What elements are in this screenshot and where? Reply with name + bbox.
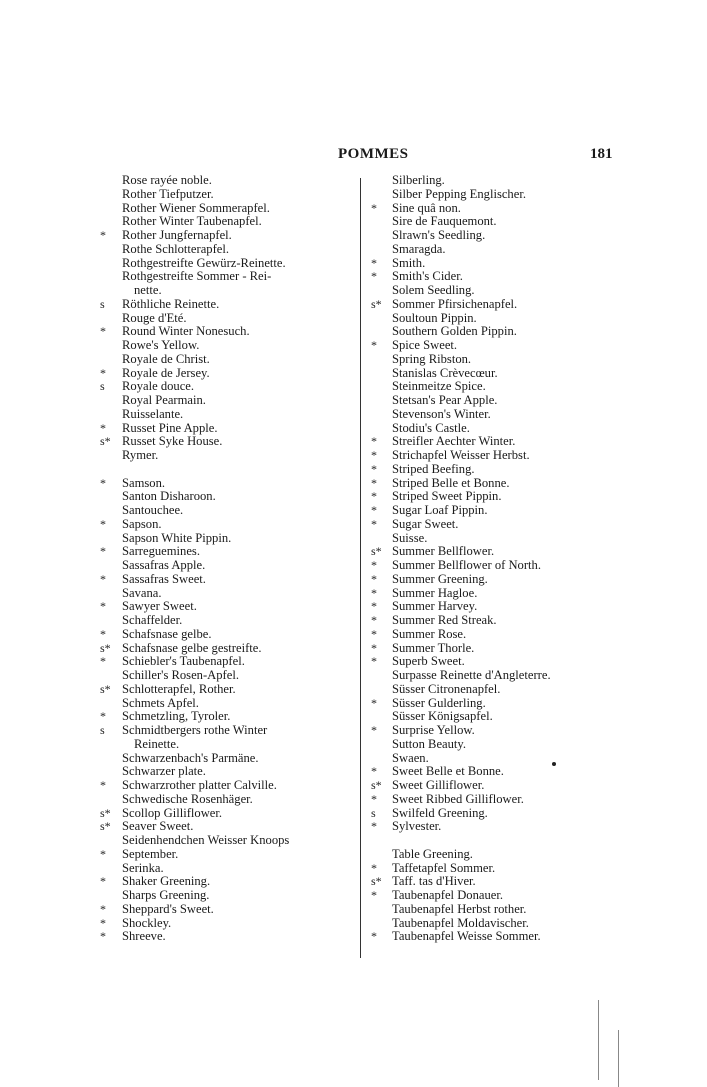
index-entry bbox=[100, 862, 350, 876]
entry-mark: * bbox=[371, 819, 377, 834]
gutter-line bbox=[618, 1030, 619, 1087]
index-entry bbox=[371, 834, 631, 848]
entry-text: Schwarzenbach's Parmäne. bbox=[122, 750, 259, 765]
index-entry bbox=[371, 600, 631, 614]
entry-text: September. bbox=[122, 846, 179, 861]
entry-text: Sassafras Apple. bbox=[122, 558, 206, 572]
entry-text: Schwarzrother platter Calville. bbox=[122, 778, 277, 792]
entry-text: Schmetzling, Tyroler. bbox=[122, 709, 231, 724]
entry-text: Swaen. bbox=[392, 750, 429, 765]
index-entry bbox=[371, 545, 631, 559]
entry-text: Royale douce. bbox=[122, 379, 195, 394]
index-entry bbox=[371, 917, 631, 931]
entry-text: Reinette. bbox=[134, 736, 180, 751]
entry-text: Royale de Jersey. bbox=[122, 365, 210, 380]
index-entry bbox=[100, 202, 350, 216]
entry-mark: * bbox=[100, 571, 106, 586]
index-entry bbox=[371, 793, 631, 807]
right-column bbox=[371, 174, 631, 944]
entry-text: nette. bbox=[134, 283, 162, 297]
entry-text: Rothgestreifte Sommer - Rei- bbox=[122, 269, 272, 284]
entry-text: Süsser Königsapfel. bbox=[392, 709, 493, 724]
entry-text: Smith. bbox=[392, 255, 426, 270]
index-entry bbox=[371, 642, 631, 656]
index-entry bbox=[100, 215, 350, 229]
entry-text: Ruisselante. bbox=[122, 406, 184, 421]
entry-text: Rowe's Yellow. bbox=[122, 338, 200, 352]
entry-text: Spice Sweet. bbox=[392, 338, 458, 352]
index-entry bbox=[100, 765, 350, 779]
entry-mark: * bbox=[100, 544, 106, 559]
entry-text: Surpasse Reinette d'Angleterre. bbox=[392, 668, 551, 682]
index-entry bbox=[371, 188, 631, 202]
entry-text: Spring Ribston. bbox=[392, 351, 472, 366]
index-entry bbox=[371, 559, 631, 573]
entry-mark: * bbox=[100, 599, 106, 614]
entry-text: Schmidtbergers rothe Winter bbox=[122, 723, 268, 737]
index-entry bbox=[100, 587, 350, 601]
index-entry bbox=[371, 298, 631, 312]
index-entry bbox=[371, 449, 631, 463]
index-entry bbox=[100, 614, 350, 628]
entry-mark: * bbox=[371, 558, 377, 572]
entry-mark: s* bbox=[371, 296, 382, 311]
index-entry bbox=[371, 490, 631, 504]
index-entry bbox=[100, 752, 350, 766]
entry-text: Schwarzer plate. bbox=[122, 764, 206, 779]
index-entry bbox=[371, 655, 631, 669]
entry-mark: s* bbox=[100, 640, 111, 655]
entry-text: Summer Thorle. bbox=[392, 640, 475, 655]
entry-text: Schmets Apfel. bbox=[122, 695, 199, 710]
entry-text: Sharps Greening. bbox=[122, 888, 210, 902]
index-entry bbox=[100, 559, 350, 573]
index-entry bbox=[371, 669, 631, 683]
entry-text: Royale de Christ. bbox=[122, 351, 210, 366]
entry-text: Schlotterapfel, Rother. bbox=[122, 681, 236, 696]
index-entry bbox=[100, 532, 350, 546]
entry-mark: * bbox=[100, 324, 106, 339]
entry-text: Schafsnase gelbe. bbox=[122, 626, 212, 641]
entry-mark: * bbox=[371, 571, 377, 586]
entry-mark: * bbox=[100, 778, 106, 792]
entry-text: Royal Pearmain. bbox=[122, 393, 206, 407]
index-entry bbox=[371, 862, 631, 876]
entry-mark: * bbox=[100, 846, 106, 861]
index-entry bbox=[371, 710, 631, 724]
index-entry bbox=[100, 655, 350, 669]
entry-text: Schiller's Rosen-Apfel. bbox=[122, 668, 239, 682]
index-entry bbox=[371, 504, 631, 518]
entry-text: Taffetapfel Sommer. bbox=[392, 860, 496, 875]
index-entry bbox=[100, 229, 350, 243]
index-entry bbox=[100, 380, 350, 394]
entry-mark: * bbox=[371, 599, 377, 614]
entry-mark: * bbox=[371, 585, 377, 600]
index-entry bbox=[371, 422, 631, 436]
index-entry bbox=[371, 243, 631, 257]
index-entry bbox=[371, 930, 631, 944]
entry-mark: * bbox=[100, 929, 106, 944]
index-entry bbox=[100, 284, 350, 298]
index-entry bbox=[371, 312, 631, 326]
index-entry bbox=[371, 848, 631, 862]
entry-mark: s bbox=[100, 296, 105, 311]
entry-mark: s* bbox=[371, 874, 382, 889]
index-entry bbox=[100, 339, 350, 353]
index-entry bbox=[371, 174, 631, 188]
entry-mark: * bbox=[371, 338, 377, 352]
entry-text: Taubenapfel Weisse Sommer. bbox=[392, 929, 541, 944]
entry-text: Seidenhendchen Weisser Knoops bbox=[122, 833, 290, 847]
index-entry bbox=[100, 353, 350, 367]
index-entry bbox=[371, 202, 631, 216]
entry-text: Table Greening. bbox=[392, 846, 473, 861]
entry-mark: * bbox=[371, 516, 377, 531]
entry-text: Steinmeitze Spice. bbox=[392, 379, 486, 394]
entry-text: Sapson White Pippin. bbox=[122, 530, 232, 545]
entry-mark: * bbox=[371, 626, 377, 641]
index-entry bbox=[100, 875, 350, 889]
entry-text: Santon Disharoon. bbox=[122, 489, 216, 504]
entry-text: Striped Beefing. bbox=[392, 461, 475, 476]
index-entry bbox=[100, 490, 350, 504]
index-entry bbox=[371, 380, 631, 394]
index-entry bbox=[371, 532, 631, 546]
entry-text: Sweet Gilliflower. bbox=[392, 778, 485, 792]
entry-text: Soultoun Pippin. bbox=[392, 310, 477, 325]
index-entry bbox=[100, 779, 350, 793]
index-entry bbox=[100, 930, 350, 944]
entry-text: Sassafras Sweet. bbox=[122, 571, 206, 586]
entry-text: Samson. bbox=[122, 475, 166, 490]
entry-mark: * bbox=[371, 489, 377, 504]
entry-text: Silberling. bbox=[392, 173, 445, 187]
index-entry bbox=[371, 779, 631, 793]
entry-text: Stetsan's Pear Apple. bbox=[392, 393, 498, 407]
entry-text: Summer Rose. bbox=[392, 626, 467, 641]
entry-text: Stodiu's Castle. bbox=[392, 420, 470, 435]
entry-text: Rose rayée noble. bbox=[122, 173, 212, 187]
entry-text: Superb Sweet. bbox=[392, 654, 465, 669]
index-entry bbox=[371, 724, 631, 738]
index-entry bbox=[371, 477, 631, 491]
entry-text: Rother Wiener Sommerapfel. bbox=[122, 200, 270, 215]
index-entry bbox=[371, 435, 631, 449]
entry-text: Russet Syke House. bbox=[122, 434, 223, 449]
entry-mark: * bbox=[371, 929, 377, 944]
index-entry bbox=[371, 875, 631, 889]
index-entry bbox=[371, 408, 631, 422]
index-entry bbox=[100, 435, 350, 449]
index-entry bbox=[371, 807, 631, 821]
entry-text: Rother Winter Taubenapfel. bbox=[122, 214, 262, 229]
entry-text: Sylvester. bbox=[392, 819, 442, 834]
index-entry bbox=[371, 257, 631, 271]
entry-mark: * bbox=[371, 640, 377, 655]
index-entry bbox=[100, 600, 350, 614]
entry-text: Southern Golden Pippin. bbox=[392, 324, 517, 339]
index-entry bbox=[100, 738, 350, 752]
entry-mark: * bbox=[371, 764, 377, 779]
index-entry bbox=[371, 229, 631, 243]
entry-text: Sawyer Sweet. bbox=[122, 599, 197, 614]
index-entry bbox=[100, 188, 350, 202]
index-entry bbox=[100, 889, 350, 903]
index-entry bbox=[100, 697, 350, 711]
entry-text: Süsser Gulderling. bbox=[392, 695, 486, 710]
entry-text: Schiebler's Taubenapfel. bbox=[122, 654, 245, 669]
entry-mark: s bbox=[100, 379, 105, 394]
index-entry bbox=[371, 339, 631, 353]
entry-text: Smaragda. bbox=[392, 241, 446, 256]
index-entry bbox=[100, 367, 350, 381]
index-entry bbox=[371, 765, 631, 779]
entry-mark: * bbox=[371, 434, 377, 449]
index-entry bbox=[100, 504, 350, 518]
entry-text: Sire de Fauquemont. bbox=[392, 214, 497, 229]
entry-text: Shreeve. bbox=[122, 929, 166, 944]
entry-text: Taff. tas d'Hiver. bbox=[392, 874, 476, 889]
index-entry bbox=[371, 683, 631, 697]
entry-text: Sweet Belle et Bonne. bbox=[392, 764, 504, 779]
index-entry bbox=[100, 917, 350, 931]
entry-text: Schwedische Rosenhäger. bbox=[122, 791, 253, 806]
left-column bbox=[100, 174, 350, 944]
entry-text: Schafsnase gelbe gestreifte. bbox=[122, 640, 262, 655]
index-entry bbox=[371, 394, 631, 408]
entry-text: Röthliche Reinette. bbox=[122, 296, 220, 311]
index-entry bbox=[371, 628, 631, 642]
entry-text: Sarreguemines. bbox=[122, 544, 200, 559]
index-entry bbox=[371, 270, 631, 284]
index-entry bbox=[100, 257, 350, 271]
page-number: 181 bbox=[590, 146, 613, 162]
index-entry bbox=[371, 215, 631, 229]
column-divider bbox=[360, 178, 361, 958]
gutter-line bbox=[598, 1000, 599, 1080]
entry-text: Summer Red Streak. bbox=[392, 613, 497, 627]
entry-mark: * bbox=[100, 626, 106, 641]
entry-mark: * bbox=[371, 461, 377, 476]
entry-text: Summer Harvey. bbox=[392, 599, 478, 614]
entry-text: Summer Bellflower. bbox=[392, 544, 495, 559]
entry-text: Sutton Beauty. bbox=[392, 736, 467, 751]
entry-text: Smith's Cider. bbox=[392, 269, 463, 284]
entry-mark: * bbox=[371, 475, 377, 490]
index-entry bbox=[100, 243, 350, 257]
entry-text: Round Winter Nonesuch. bbox=[122, 324, 250, 339]
index-entry bbox=[371, 573, 631, 587]
entry-text: Sheppard's Sweet. bbox=[122, 901, 214, 916]
index-entry bbox=[100, 394, 350, 408]
entry-mark: * bbox=[100, 901, 106, 916]
index-entry bbox=[100, 298, 350, 312]
entry-text: Striped Sweet Pippin. bbox=[392, 489, 502, 504]
entry-mark: * bbox=[371, 860, 377, 875]
index-entry bbox=[100, 422, 350, 436]
entry-text: Sugar Sweet. bbox=[392, 516, 459, 531]
index-entry bbox=[371, 889, 631, 903]
entry-mark: * bbox=[100, 475, 106, 490]
entry-text: Summer Bellflower of North. bbox=[392, 558, 541, 572]
entry-mark: * bbox=[371, 791, 377, 806]
index-entry bbox=[100, 628, 350, 642]
index-entry bbox=[371, 367, 631, 381]
index-entry bbox=[100, 683, 350, 697]
entry-mark: s* bbox=[100, 681, 111, 696]
entry-text: Solem Seedling. bbox=[392, 283, 475, 297]
entry-mark: * bbox=[100, 365, 106, 380]
entry-text: Savana. bbox=[122, 585, 162, 600]
entry-mark: * bbox=[371, 448, 377, 462]
entry-text: Serinka. bbox=[122, 860, 164, 875]
entry-text: Silber Pepping Englischer. bbox=[392, 186, 526, 201]
entry-text: Slrawn's Seedling. bbox=[392, 228, 486, 242]
entry-mark: * bbox=[371, 613, 377, 627]
entry-mark: * bbox=[100, 654, 106, 669]
index-entry bbox=[100, 724, 350, 738]
entry-text: Santouchee. bbox=[122, 503, 184, 517]
index-entry bbox=[100, 174, 350, 188]
entry-text: Rothe Schlotterapfel. bbox=[122, 241, 230, 256]
index-entry bbox=[100, 408, 350, 422]
index-entry bbox=[100, 518, 350, 532]
entry-text: Shockley. bbox=[122, 915, 172, 930]
entry-text: Strichapfel Weisser Herbst. bbox=[392, 448, 530, 462]
entry-text: Rother Jungfernapfel. bbox=[122, 228, 232, 242]
entry-mark: * bbox=[100, 874, 106, 889]
index-entry bbox=[371, 697, 631, 711]
entry-mark: * bbox=[371, 503, 377, 517]
entry-text: Süsser Citronenapfel. bbox=[392, 681, 501, 696]
entry-mark: s* bbox=[371, 778, 382, 792]
entry-text: Stanislas Crèvecœur. bbox=[392, 365, 498, 380]
entry-text: Sugar Loaf Pippin. bbox=[392, 503, 488, 517]
entry-text: Russet Pine Apple. bbox=[122, 420, 218, 435]
index-entry bbox=[371, 820, 631, 834]
entry-text: Swilfeld Greening. bbox=[392, 805, 488, 820]
index-entry bbox=[371, 738, 631, 752]
index-entry bbox=[100, 477, 350, 491]
index-entry bbox=[100, 848, 350, 862]
entry-text: Taubenapfel Herbst rother. bbox=[392, 901, 527, 916]
index-entry bbox=[371, 325, 631, 339]
running-head: POMMES bbox=[338, 146, 409, 162]
index-entry bbox=[100, 312, 350, 326]
entry-text: Rymer. bbox=[122, 448, 159, 462]
index-entry bbox=[371, 587, 631, 601]
entry-mark: * bbox=[371, 200, 377, 215]
entry-mark: s bbox=[100, 723, 105, 737]
entry-text: Scollop Gilliflower. bbox=[122, 805, 223, 820]
entry-text: Sine quâ non. bbox=[392, 200, 461, 215]
entry-text: Stevenson's Winter. bbox=[392, 406, 491, 421]
index-entry bbox=[100, 325, 350, 339]
entry-text: Summer Hagloe. bbox=[392, 585, 478, 600]
entry-text: Taubenapfel Moldavischer. bbox=[392, 915, 529, 930]
index-entry bbox=[100, 463, 350, 477]
index-entry bbox=[100, 449, 350, 463]
index-entry bbox=[371, 463, 631, 477]
index-entry bbox=[371, 614, 631, 628]
index-entry bbox=[100, 793, 350, 807]
index-entry bbox=[371, 518, 631, 532]
index-entry bbox=[371, 353, 631, 367]
entry-mark: * bbox=[371, 723, 377, 737]
entry-mark: s bbox=[371, 805, 376, 820]
entry-mark: s* bbox=[371, 544, 382, 559]
entry-text: Striped Belle et Bonne. bbox=[392, 475, 510, 490]
entry-text: Seaver Sweet. bbox=[122, 819, 194, 834]
entry-mark: * bbox=[100, 420, 106, 435]
entry-mark: s* bbox=[100, 819, 111, 834]
index-entry bbox=[100, 669, 350, 683]
index-entry bbox=[100, 820, 350, 834]
index-entry bbox=[371, 284, 631, 298]
entry-mark: * bbox=[371, 255, 377, 270]
index-entry bbox=[371, 903, 631, 917]
entry-text: Shaker Greening. bbox=[122, 874, 211, 889]
entry-mark: * bbox=[100, 709, 106, 724]
entry-text: Streifler Aechter Winter. bbox=[392, 434, 516, 449]
entry-text: Taubenapfel Donauer. bbox=[392, 888, 504, 902]
entry-mark: s* bbox=[100, 434, 111, 449]
entry-mark: * bbox=[371, 695, 377, 710]
entry-mark: * bbox=[371, 269, 377, 284]
index-entry bbox=[100, 270, 350, 284]
entry-text: Sweet Ribbed Gilliflower. bbox=[392, 791, 524, 806]
index-entry bbox=[100, 545, 350, 559]
index-entry bbox=[100, 903, 350, 917]
entry-text: Rothgestreifte Gewürz-Reinette. bbox=[122, 255, 286, 270]
entry-text: Sommer Pfirsichenapfel. bbox=[392, 296, 518, 311]
entry-text: Sapson. bbox=[122, 516, 162, 531]
entry-mark: s* bbox=[100, 805, 111, 820]
entry-text: Rouge d'Eté. bbox=[122, 310, 187, 325]
entry-mark: * bbox=[371, 654, 377, 669]
entry-mark: * bbox=[100, 516, 106, 531]
entry-mark: * bbox=[371, 888, 377, 902]
entry-text: Schaffelder. bbox=[122, 613, 183, 627]
index-entry bbox=[100, 642, 350, 656]
entry-text: Suisse. bbox=[392, 530, 428, 545]
entry-text: Surprise Yellow. bbox=[392, 723, 475, 737]
index-entry bbox=[100, 807, 350, 821]
index-entry bbox=[371, 752, 631, 766]
entry-text: Summer Greening. bbox=[392, 571, 488, 586]
entry-mark: * bbox=[100, 228, 106, 242]
index-entry bbox=[100, 834, 350, 848]
index-entry bbox=[100, 573, 350, 587]
entry-text: Rother Tiefputzer. bbox=[122, 186, 214, 201]
entry-mark: * bbox=[100, 915, 106, 930]
index-entry bbox=[100, 710, 350, 724]
